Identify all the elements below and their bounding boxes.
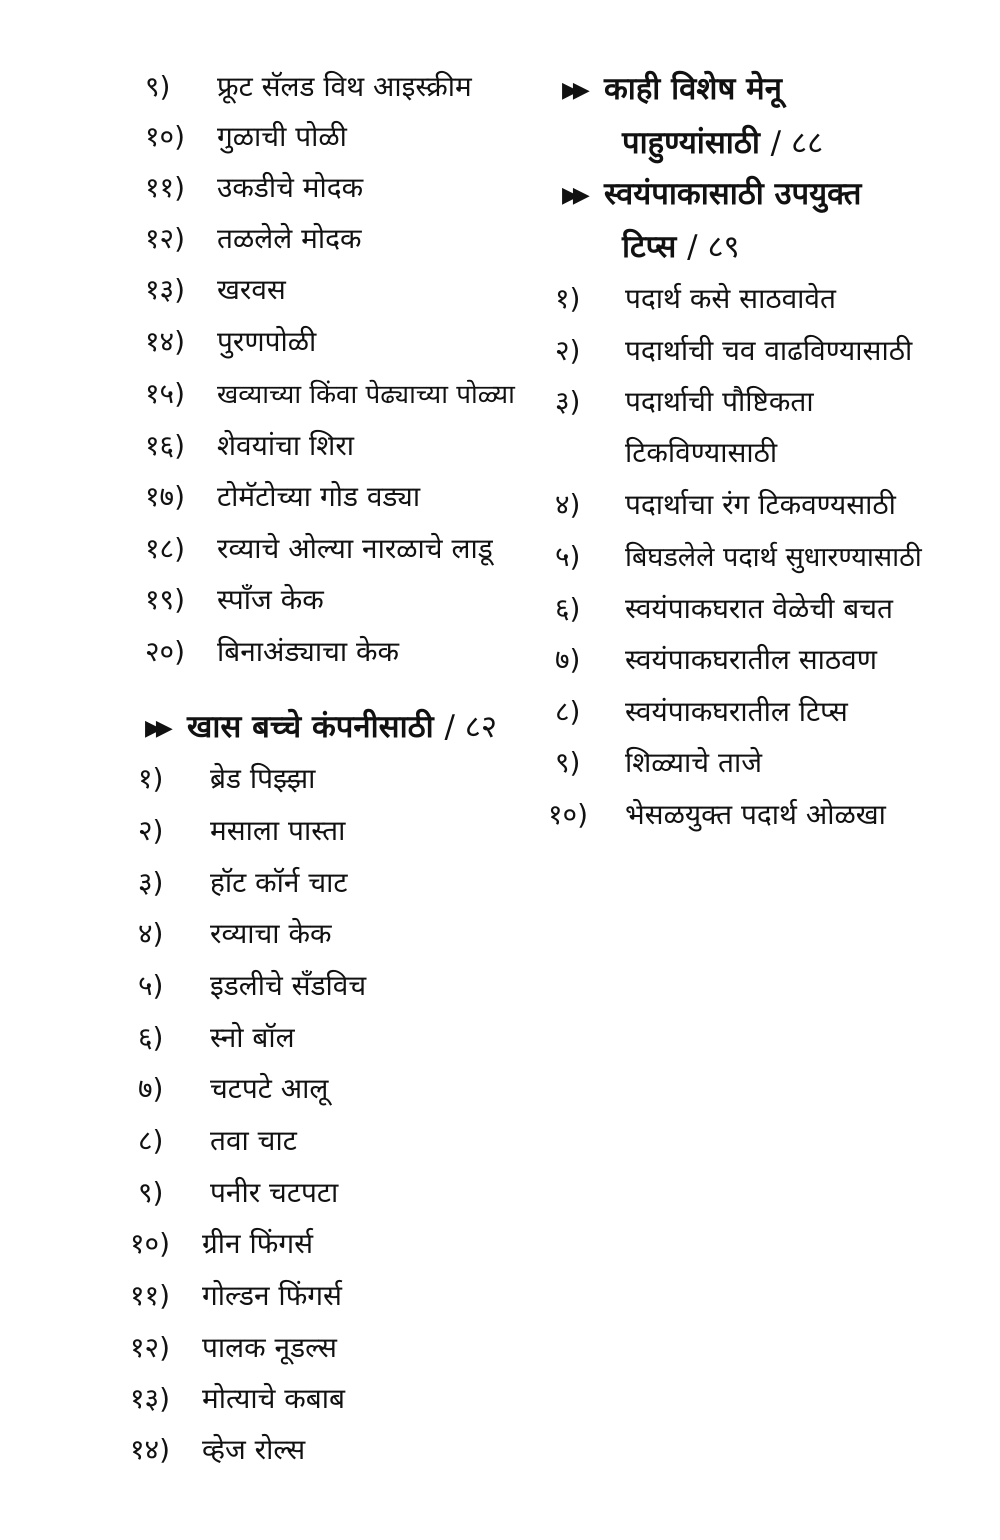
section-heading-guests: [562, 70, 782, 110]
item-number: १९): [145, 583, 186, 616]
list-item: [548, 798, 886, 832]
list-item: [145, 583, 324, 617]
item-text: टोमॅटोच्या गोड वड्या: [217, 480, 421, 513]
item-number: १): [138, 762, 164, 795]
item-text: पनीर चटपटा: [210, 1176, 339, 1209]
list-item: [145, 171, 363, 205]
item-text: इडलीचे सँडविच: [210, 969, 367, 1002]
item-number: २): [138, 814, 164, 847]
item-text: शेवयांचा शिरा: [217, 429, 355, 462]
list-item: [145, 273, 286, 307]
list-item: [130, 1382, 345, 1416]
item-text: स्पाँज केक: [217, 583, 324, 616]
item-number: ५): [138, 969, 164, 1002]
item-text: बिनाअंड्याचा केक: [217, 635, 400, 668]
list-item: [138, 1072, 328, 1106]
item-text: मोत्याचे कबाब: [202, 1382, 346, 1415]
list-item: [555, 592, 893, 626]
item-number: ९): [145, 70, 171, 103]
list-item: [555, 540, 922, 575]
list-item: [145, 325, 316, 359]
list-item: [555, 385, 814, 419]
list-item: [145, 222, 361, 256]
item-text: पदार्थाची पौष्टिकता: [625, 385, 814, 418]
item-text: गोल्डन फिंगर्स: [202, 1279, 342, 1312]
item-number: १७): [145, 480, 186, 513]
list-item: [130, 1433, 305, 1467]
item-number: १२): [145, 222, 186, 255]
item-number: ४): [555, 488, 581, 521]
item-text: ब्रेड पिझ्झा: [210, 762, 316, 795]
item-text: शिळ्याचे ताजे: [625, 746, 762, 779]
section-heading-cooking-tips-continued: [622, 228, 740, 266]
item-text: गुळाची पोळी: [217, 120, 347, 153]
list-item: [138, 762, 315, 796]
item-text: स्वयंपाकघरात वेळेची बचत: [625, 592, 893, 625]
item-number: १४): [145, 325, 186, 358]
item-text: बिघडलेले पदार्थ सुधारण्यासाठी: [625, 542, 922, 573]
item-number: १२): [130, 1331, 171, 1364]
item-text: स्वयंपाकघरातील टिप्स: [625, 695, 848, 728]
item-text: रव्याचे ओल्या नारळाचे लाडू: [217, 532, 493, 565]
item-number: २०): [145, 635, 186, 668]
double-right-triangle-icon: ▶▶: [562, 182, 584, 208]
list-item: [138, 866, 347, 900]
item-number: ३): [138, 866, 164, 899]
list-item: [145, 120, 347, 154]
item-number: ९): [555, 746, 581, 779]
item-number: ७): [555, 643, 581, 676]
item-text: ग्रीन फिंगर्स: [202, 1227, 314, 1260]
item-text: पालक नूडल्स: [202, 1331, 337, 1364]
item-text: व्हेज रोल्स: [202, 1433, 306, 1466]
item-number: १०): [548, 798, 589, 831]
item-number: ९): [138, 1176, 164, 1209]
item-text: पदार्थाचा रंग टिकवण्यसाठी: [625, 488, 896, 521]
item-number: १३): [130, 1382, 171, 1415]
item-text: खरवस: [217, 273, 286, 306]
list-item: [145, 429, 354, 463]
list-item: [555, 334, 912, 368]
section-heading-cooking-tips: [562, 175, 861, 215]
item-number: १४): [130, 1433, 171, 1466]
item-text: पदार्थ कसे साठवावेत: [625, 282, 836, 315]
item-number: १०): [145, 120, 186, 153]
item-number: ११): [130, 1279, 171, 1312]
section-title-line2: पाहुण्यांसाठी: [622, 125, 760, 161]
section-page-number: / ८२: [444, 709, 498, 745]
list-item: [555, 746, 762, 780]
item-number: ७): [138, 1072, 164, 1105]
double-right-triangle-icon: ▶▶: [562, 77, 584, 103]
list-item: [138, 1124, 297, 1158]
item-text: स्नो बॉल: [210, 1021, 295, 1054]
item-text: फ्रूट सॅलड विथ आइस्क्रीम: [217, 70, 472, 103]
item-number: २): [555, 334, 581, 367]
section-heading-kids: [145, 708, 497, 748]
item-number: ५): [555, 540, 581, 573]
item-text: उकडीचे मोदक: [217, 171, 364, 204]
item-number: १५): [145, 377, 186, 410]
item-text: स्वयंपाकघरातील साठवण: [625, 643, 877, 676]
item-number: १३): [145, 273, 186, 306]
list-item: [145, 480, 420, 514]
section-title-line2: टिप्स: [622, 229, 677, 265]
list-item: [145, 377, 515, 412]
item-number: ११): [145, 171, 186, 204]
item-text: पदार्थाची चव वाढविण्यासाठी: [625, 334, 913, 367]
item-number: ६): [138, 1021, 164, 1054]
section-title: खास बच्चे कंपनीसाठी: [187, 709, 434, 745]
section-page-number: / ८८: [770, 125, 824, 161]
item-number: ६): [555, 592, 581, 625]
list-item: [138, 917, 331, 951]
list-item: [138, 1176, 338, 1210]
item-text: चटपटे आलू: [210, 1072, 329, 1105]
list-item: [138, 969, 366, 1003]
list-item: [555, 488, 896, 522]
item-text: पुरणपोळी: [217, 325, 317, 358]
list-item: [555, 695, 848, 729]
list-item-continuation: [625, 436, 777, 470]
list-item: [145, 532, 493, 566]
list-item: [145, 70, 472, 104]
item-number: १): [555, 282, 581, 315]
list-item: [555, 643, 877, 677]
item-number: ८): [555, 695, 581, 728]
double-right-triangle-icon: ▶▶: [145, 715, 167, 741]
section-heading-guests-continued: [622, 124, 823, 162]
list-item: [130, 1279, 342, 1313]
item-text: मसाला पास्ता: [210, 814, 346, 847]
section-page-number: / ८९: [687, 229, 740, 265]
item-text: टिकविण्यासाठी: [625, 436, 778, 469]
item-number: १८): [145, 532, 186, 565]
list-item: [130, 1227, 313, 1261]
item-text: हॉट कॉर्न चाट: [210, 866, 348, 899]
list-item: [145, 635, 399, 669]
list-item: [138, 1021, 295, 1055]
item-text: तळलेले मोदक: [217, 222, 362, 255]
section-title: स्वयंपाकासाठी उपयुक्त: [604, 176, 862, 212]
section-title: काही विशेष मेनू: [604, 71, 782, 107]
list-item: [130, 1331, 337, 1365]
item-number: १६): [145, 429, 186, 462]
item-text: खव्याच्या किंवा पेढ्याच्या पोळ्या: [217, 380, 515, 410]
list-item: [555, 282, 836, 316]
item-number: ३): [555, 385, 581, 418]
item-number: १०): [130, 1227, 171, 1260]
item-text: तवा चाट: [210, 1124, 297, 1157]
item-number: ४): [138, 917, 164, 950]
item-number: ८): [138, 1124, 164, 1157]
item-text: भेसळयुक्त पदार्थ ओळखा: [625, 798, 886, 831]
list-item: [138, 814, 345, 848]
item-text: रव्याचा केक: [210, 917, 332, 950]
